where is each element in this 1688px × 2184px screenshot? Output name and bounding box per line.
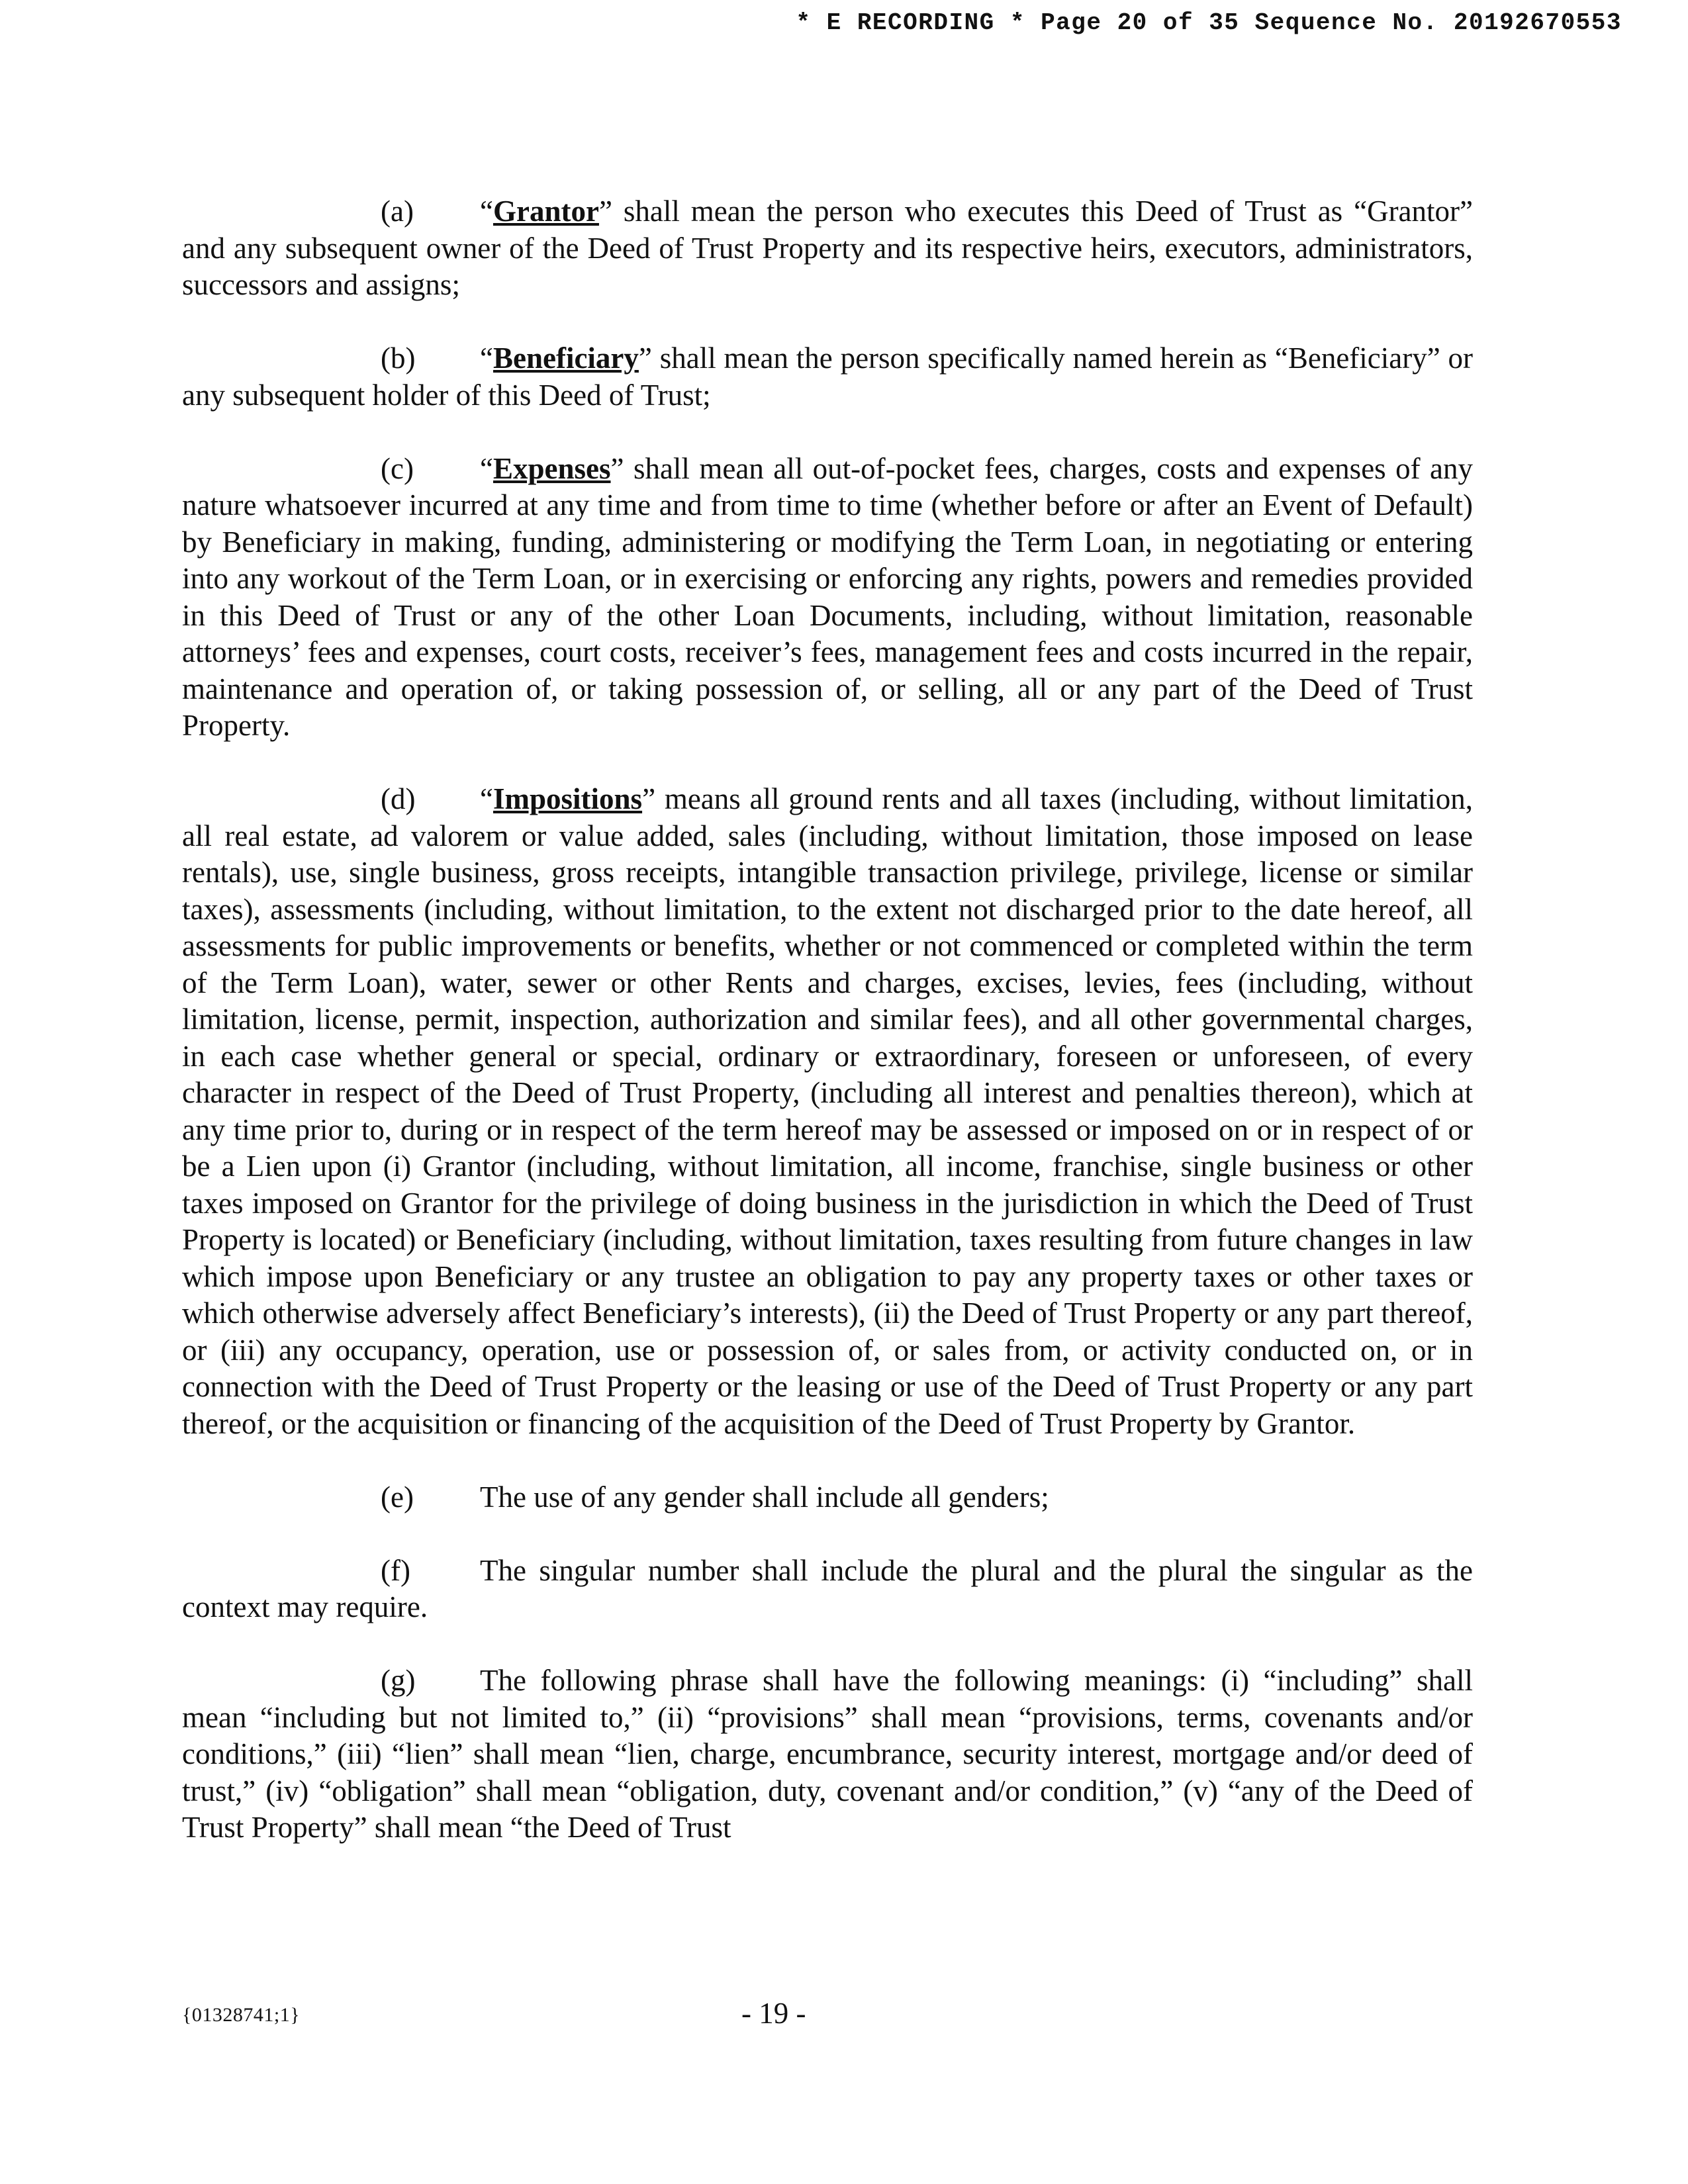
recording-header: * E RECORDING * Page 20 of 35 Sequence No. 20192670553 [796, 9, 1622, 36]
definition-text: shall mean the person who executes this Deed of Trust as “Grantor” and any subsequent owner of the Deed of Trust Property and its respective heirs, executors, administrators, successors and assigns; [182, 195, 1473, 301]
document-body [182, 193, 1473, 1883]
rule-text: The following phrase shall have the following meanings: (i) “including” shall mean “including but not limited to,” (ii) “provisions” shall mean “provisions, terms, covenants and/or conditions,” (iii) “lien” shall mean “lien, charge, encumbrance, security interest, mortgage and/or deed of trust,” (iv) “obligation” shall mean “obligation, duty, covenant and/or condition,” (v) “any of the Deed of Trust Property” shall mean “the Deed of Trust [182, 1664, 1473, 1844]
item-number: (e) [381, 1480, 414, 1514]
definition-text: shall mean all out-of-pocket fees, charges, costs and expenses of any nature whatsoever incurred at any time and from time to time (whether before or after an Event of Default) by Beneficiary in making, funding, administering or modifying the Term Loan, in negotiating or entering into any workout of the Term Loan, or in exercising or enforcing any rights, powers and remedies provided in this Deed of Trust or any of the other Loan Documents, including, without limitation, reasonable attorneys’ fees and expenses, court costs, receiver’s fees, management fees and costs incurred in the repair, maintenance and operation of, or taking possession of, or selling, all or any part of the Deed of Trust Property. [182, 451, 1473, 742]
item-number: (g) [381, 1664, 416, 1697]
item-number: (c) [381, 451, 414, 485]
item-number: (d) [381, 782, 416, 815]
item-number: (a) [381, 195, 414, 228]
rule-text: The singular number shall include the plural and the plural the singular as the context may require. [182, 1553, 1473, 1623]
page-number: - 19 - [741, 1997, 806, 2030]
rule-gender [182, 1479, 1473, 1516]
definition-impositions: (d) “Impositions” means all ground rents and all taxes (including, without limitation, all real estate, ad valorem or value added, sales (including, without limitation, those imposed on lease rentals), use, single business, gross receipts, intangible transaction privilege, privilege, license or similar taxes), assessments (including, without limitation, to the extent not discharged prior to the date hereof, all assessments for public improvements or benefits, whether or not commenced or completed within the term of the Term Loan), water, sewer or other Rents and charges, excises, levies, fees (including, without limitation, license, permit, inspection, authorization and similar fees), and all other governmental charges, in each case whether general or special, ordinary or extraordinary, foreseen or unforeseen, of every character in respect of the Deed of Trust Property, (including all interest and penalties thereon), which at any time prior to, during or in respect of the term hereof may be assessed or imposed on or in respect of or be a Lien upon (i) Grantor (including, without limitation, all income, franchise, single business or other taxes imposed on Grantor for the privilege of doing business in the jurisdiction in which the Deed of Trust Property is located) or Beneficiary (including, without limitation, taxes resulting from future changes in law which impose upon Beneficiary or any trustee an obligation to pay any property taxes or other taxes or which otherwise adversely affect Beneficiary’s interests), (ii) the Deed of Trust Property or any part thereof, or (iii) any occupancy, operation, use or possession of, or sales from, or activity conducted on, or in connection with the Deed of Trust Property or the leasing or use of the Deed of Trust Property or any part thereof, or the acquisition or financing of the acquisition of the Deed of Trust Property by Grantor. [182, 782, 1473, 1440]
rule-number [182, 1553, 1473, 1626]
definition-expenses: (c) “Expenses” shall mean all out-of-pocket fees, charges, costs and expenses of any nature whatsoever incurred at any time and from time to time (whether before or after an Event of Default) by Beneficiary in making, funding, administering or modifying the Term Loan, in negotiating or entering into any workout of the Term Loan, or in exercising or enforcing any rights, powers and remedies provided in this Deed of Trust or any of the other Loan Documents, including, without limitation, reasonable attorneys’ fees and expenses, court costs, receiver’s fees, management fees and costs incurred in the repair, maintenance and operation of, or taking possession of, or selling, all or any part of the Deed of Trust Property. [182, 451, 1473, 742]
defined-term-impositions: Impositions [492, 782, 643, 815]
defined-term-expenses: Expenses [492, 451, 611, 485]
item-number: (b) [381, 341, 416, 375]
document-id: {01328741;1} [182, 2004, 301, 2026]
definition-text: means all ground rents and all taxes (including, without limitation, all real estate, ad valorem or value added, sales (including, without limitation, those imposed on lease rentals), use, single business, gross receipts, intangible transaction privilege, privilege, license or similar taxes), assessments (including, without limitation, to the extent not discharged prior to the date hereof, all assessments for public improvements or benefits, whether or not commenced or completed within the term of the Term Loan), water, sewer or other Rents and charges, excises, levies, fees (including, without limitation, license, permit, inspection, authorization and similar fees), and all other governmental charges, in each case whether general or special, ordinary or extraordinary, foreseen or unforeseen, of every character in respect of the Deed of Trust Property, (including all interest and penalties thereon), which at any time prior to, during or in respect of the term hereof may be assessed or imposed on or in respect of or be a Lien upon (i) Grantor (including, without limitation, all income, franchise, single business or other taxes imposed on Grantor for the privilege of doing business in the jurisdiction in which the Deed of Trust Property is located) or Beneficiary (including, without limitation, taxes resulting from future changes in law which impose upon Beneficiary or any trustee an obligation to pay any property taxes or other taxes or which otherwise adversely affect Beneficiary’s interests), (ii) the Deed of Trust Property or any part thereof, or (iii) any occupancy, operation, use or possession of, or sales from, or activity conducted on, or in connection with the Deed of Trust Property or the leasing or use of the Deed of Trust Property or any part thereof, or the acquisition or financing of the acquisition of the Deed of Trust Property by Grantor. [182, 782, 1473, 1440]
item-number: (f) [381, 1553, 410, 1587]
defined-term-grantor: Grantor [492, 195, 599, 228]
definition-grantor: (a) “Grantor” shall mean the person who executes this Deed of Trust as “Grantor” and any subsequent owner of the Deed of Trust Property and its respective heirs, executors, administrators, successors and assigns; [182, 195, 1473, 301]
definition-text: shall mean the person specifically named herein as “Beneficiary” or any subsequent holder of this Deed of Trust; [182, 341, 1473, 412]
definition-beneficiary: (b) “Beneficiary” shall mean the person specifically named herein as “Beneficiary” or any subsequent holder of this Deed of Trust; [182, 341, 1473, 412]
rule-text: The use of any gender shall include all genders; [480, 1480, 1049, 1514]
defined-term-beneficiary: Beneficiary [492, 341, 639, 375]
rule-phrases [182, 1662, 1473, 1846]
